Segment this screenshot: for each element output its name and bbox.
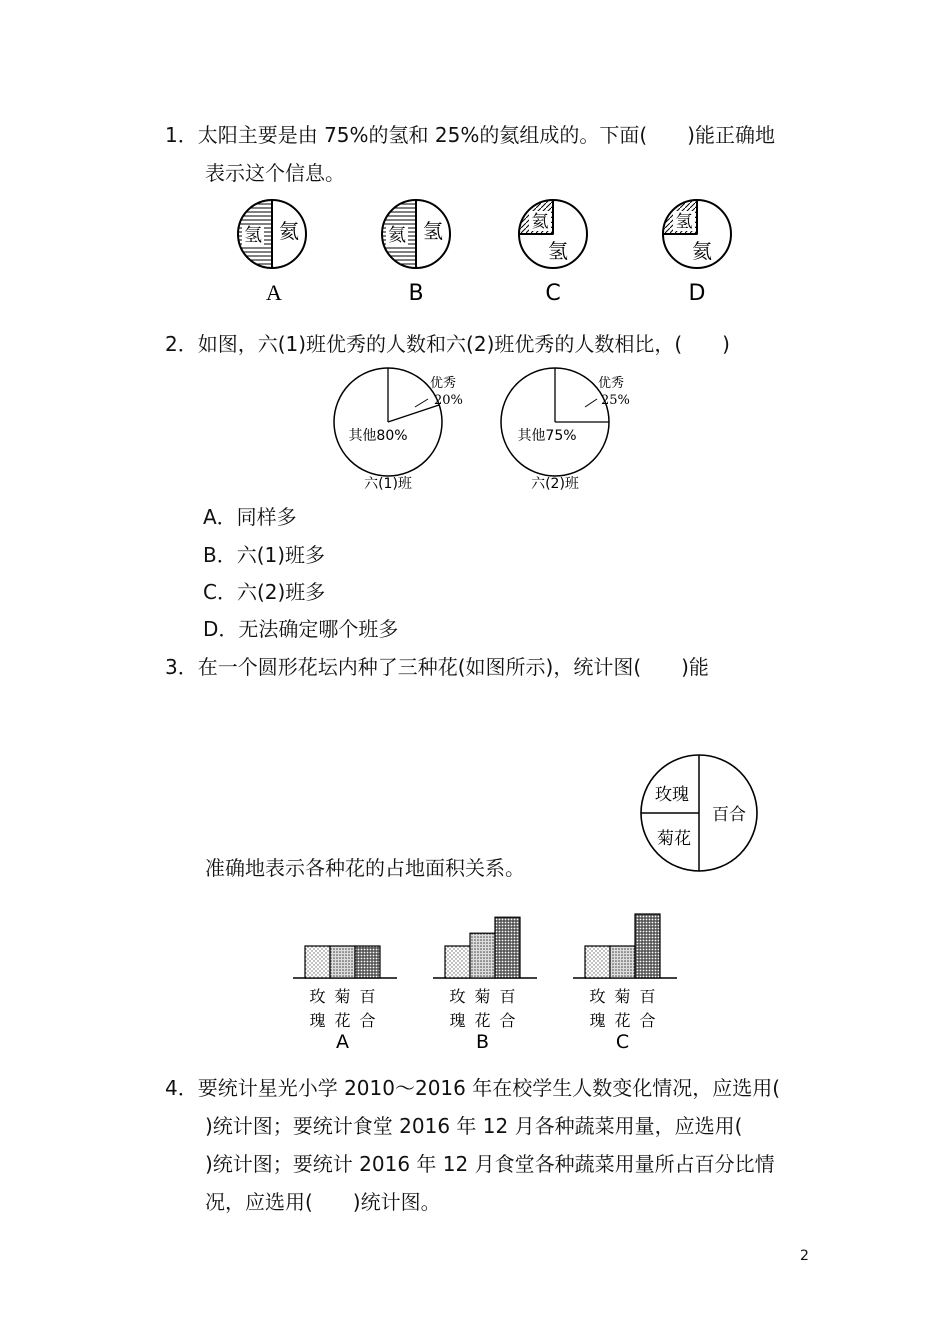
q2-pie2-name: 六(2)班 xyxy=(531,476,579,492)
tick-label: 合 xyxy=(359,1011,376,1030)
bar xyxy=(585,946,610,978)
bar xyxy=(355,946,380,978)
q1-b-left-label: 氦 xyxy=(388,225,406,246)
chart-title: B xyxy=(475,1031,490,1053)
tick-label: 百 xyxy=(499,987,516,1006)
tick-label: 瑰 xyxy=(309,1011,326,1030)
bar xyxy=(635,914,660,978)
q2-pie2-excellent-label: 优秀 xyxy=(598,376,625,391)
q1-d-big-label: 氦 xyxy=(692,239,712,263)
bar xyxy=(610,946,635,978)
q4-line3: )统计图；要统计 2016 年 12 月食堂各种蔬菜用量所占百分比情 xyxy=(205,1152,775,1176)
tick-label: 花 xyxy=(334,1011,351,1030)
q2-pie1-other-label: 其他80% xyxy=(348,428,408,444)
q3-garden-chrysanthemum: 菊花 xyxy=(657,829,691,849)
q1-d-small-label: 氢 xyxy=(675,212,693,232)
q1-option-b-figure xyxy=(378,198,460,308)
bar xyxy=(445,946,470,978)
q3-garden-lily: 百合 xyxy=(712,805,746,825)
q2-choice-d: D．无法确定哪个班多 xyxy=(203,617,399,641)
tick-label: 玫 xyxy=(449,987,466,1006)
chart-title: C xyxy=(615,1031,630,1053)
q1-b-letter: B xyxy=(408,281,424,306)
q1-stem-line1: 1．太阳主要是由 75%的氢和 25%的氦组成的。下面( )能正确地 xyxy=(165,123,775,147)
q1-a-right-label: 氦 xyxy=(279,219,299,243)
q1-a-left-label: 氢 xyxy=(244,225,262,246)
q4-line4: 况，应选用( )统计图。 xyxy=(205,1190,441,1214)
tick-label: 百 xyxy=(359,987,376,1006)
bar xyxy=(305,946,330,978)
tick-label: 瑰 xyxy=(589,1011,606,1030)
q3-bar-charts xyxy=(285,900,695,1060)
q2-pie2-other-label: 其他75% xyxy=(517,428,577,444)
q1-c-letter: C xyxy=(545,281,561,306)
q4-line2: )统计图；要统计食堂 2016 年 12 月各种蔬菜用量，应选用( xyxy=(205,1114,743,1138)
tick-label: 花 xyxy=(474,1011,491,1030)
q2-pie1-excellent-label: 优秀 xyxy=(430,376,457,391)
tick-label: 玫 xyxy=(309,987,326,1006)
q2-pie2-excellent-pct: 25% xyxy=(601,393,630,408)
tick-label: 菊 xyxy=(614,987,631,1006)
q2-pie-class1 xyxy=(330,365,470,495)
q3-garden-figure xyxy=(638,752,762,876)
q1-option-a-figure xyxy=(234,198,316,308)
q1-b-right-label: 氢 xyxy=(423,219,443,243)
tick-label: 瑰 xyxy=(449,1011,466,1030)
tick-label: 菊 xyxy=(334,987,351,1006)
q1-option-c-figure xyxy=(516,198,598,308)
q1-a-letter: A xyxy=(266,280,282,305)
q2-choice-a: A．同样多 xyxy=(203,505,297,529)
bar xyxy=(470,933,495,978)
q2-pie1-excellent-pct: 20% xyxy=(434,393,463,408)
page-number: 2 xyxy=(800,1248,809,1264)
q3-stem-line2: 准确地表示各种花的占地面积关系。 xyxy=(205,856,525,880)
q1-d-letter: D xyxy=(688,281,706,306)
bar xyxy=(330,946,355,978)
q1-c-small-label: 氦 xyxy=(531,212,549,232)
tick-label: 合 xyxy=(639,1011,656,1030)
q4-line1: 4．要统计星光小学 2010～2016 年在校学生人数变化情况，应选用( xyxy=(165,1076,781,1100)
tick-label: 花 xyxy=(614,1011,631,1030)
q1-c-big-label: 氢 xyxy=(548,239,568,263)
tick-label: 菊 xyxy=(474,987,491,1006)
q2-stem: 2．如图，六(1)班优秀的人数和六(2)班优秀的人数相比，( ) xyxy=(165,332,730,356)
q2-pie1-name: 六(1)班 xyxy=(364,476,412,492)
tick-label: 百 xyxy=(639,987,656,1006)
bar xyxy=(495,917,520,978)
q1-option-d-figure xyxy=(660,198,742,308)
chart-title: A xyxy=(336,1031,349,1053)
tick-label: 合 xyxy=(499,1011,516,1030)
q1-stem-line2: 表示这个信息。 xyxy=(205,161,345,185)
tick-label: 玫 xyxy=(589,987,606,1006)
q2-choice-b: B．六(1)班多 xyxy=(203,543,326,567)
q2-pie-class2 xyxy=(497,365,637,495)
q3-stem: 3．在一个圆形花坛内种了三种花(如图所示)，统计图( )能 xyxy=(165,655,709,679)
q2-choice-c: C．六(2)班多 xyxy=(203,580,326,604)
q3-garden-rose: 玫瑰 xyxy=(655,785,689,805)
